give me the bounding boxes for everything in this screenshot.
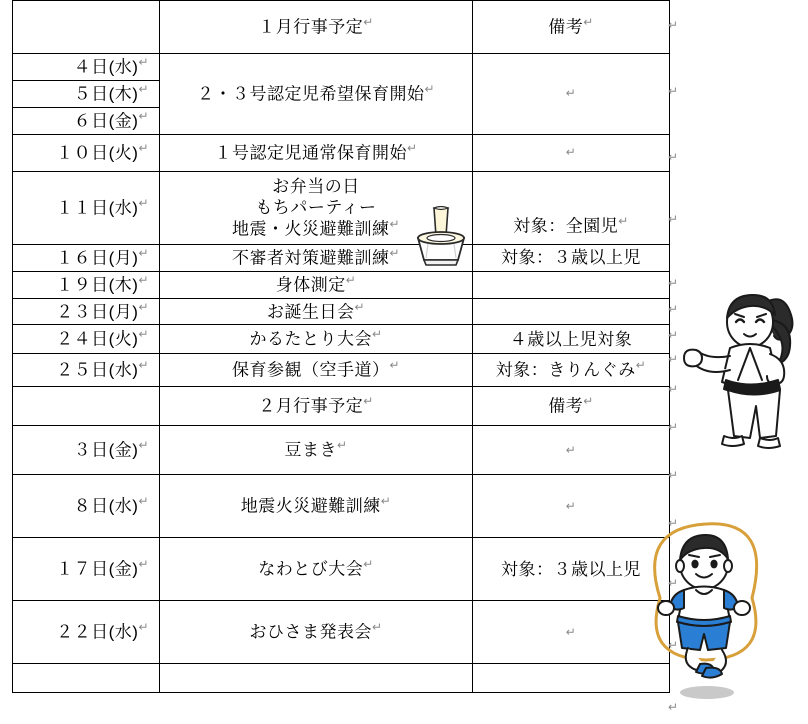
event-label: お弁当の日 — [272, 176, 360, 196]
note-label: ４歳以上児対象 — [509, 329, 633, 349]
pilcrow-mark: ↵ — [138, 272, 149, 287]
pilcrow-mark: ↵ — [138, 438, 149, 453]
pilcrow-mark: ↵ — [138, 327, 149, 342]
pilcrow-mark: ↵ — [138, 55, 149, 69]
note-cell — [473, 134, 670, 171]
pilcrow-mark: ↵ — [363, 15, 374, 30]
pilcrow-mark: ↵ — [138, 81, 149, 96]
pilcrow-mark: ↵ — [668, 700, 679, 714]
february-header-event-label: ２月行事予定 — [258, 397, 364, 417]
pilcrow-mark: ↵ — [668, 328, 679, 342]
event-cell — [160, 271, 473, 298]
pilcrow-mark: ↵ — [138, 195, 149, 210]
event-cell — [160, 601, 473, 664]
january-header-note-label: 備考 — [548, 17, 584, 37]
jump-rope-boy-icon — [636, 512, 776, 693]
pilcrow-mark: ↵ — [565, 86, 577, 101]
pilcrow-mark: ↵ — [138, 299, 149, 314]
event-label: 地震火災避難訓練 — [240, 497, 381, 517]
february-header-note-label: 備考 — [548, 397, 584, 417]
event-cell — [160, 475, 473, 538]
event-cell — [160, 325, 473, 354]
table-row — [13, 134, 670, 171]
pilcrow-mark: ↵ — [138, 494, 149, 509]
event-label: １号認定児通常保育開始 — [214, 143, 407, 163]
note-cell — [473, 325, 670, 354]
pilcrow-mark: ↵ — [336, 438, 348, 453]
event-label: もちパーティー — [255, 197, 377, 217]
date-label: ６日(金) — [73, 111, 139, 131]
pilcrow-mark: ↵ — [371, 620, 383, 635]
table-row — [13, 244, 670, 271]
pilcrow-mark: ↵ — [565, 498, 577, 513]
pilcrow-mark: ↵ — [668, 352, 679, 366]
date-cell — [13, 325, 160, 354]
date-label: ２５日(水) — [56, 361, 139, 381]
date-label: １９日(木) — [56, 275, 139, 295]
date-cell — [13, 664, 160, 693]
pilcrow-mark: ↵ — [389, 217, 401, 232]
mochi-pounding-mortar-icon — [404, 206, 474, 273]
table-row — [13, 426, 670, 475]
february-header-event-cell — [160, 387, 473, 426]
date-label: １６日(月) — [56, 248, 139, 268]
january-header-event-cell — [160, 1, 473, 54]
shadow-ellipse — [680, 686, 734, 699]
table-row — [13, 664, 670, 693]
pilcrow-mark: ↵ — [138, 620, 149, 635]
february-header-date-cell — [13, 387, 160, 426]
table-row — [13, 271, 670, 298]
event-label: なわとび大会 — [258, 560, 364, 580]
event-cell — [160, 538, 473, 601]
date-cell — [13, 538, 160, 601]
date-label: ３日(金) — [73, 441, 139, 461]
date-label: ８日(水) — [73, 497, 139, 517]
date-cell — [13, 54, 160, 81]
event-label: おひさま発表会 — [249, 623, 372, 643]
pilcrow-mark: ↵ — [354, 299, 366, 314]
event-label: かるたとり大会 — [249, 330, 372, 350]
note-cell — [473, 271, 670, 298]
event-cell — [160, 54, 473, 135]
event-label: ２・３号認定児希望保育開始 — [196, 84, 425, 104]
date-cell — [13, 107, 160, 134]
event-cell — [160, 134, 473, 171]
pilcrow-mark: ↵ — [668, 576, 679, 590]
event-label: 豆まき — [284, 441, 337, 461]
date-label: １１日(水) — [56, 198, 139, 218]
date-label: ２２日(水) — [56, 623, 139, 643]
pilcrow-mark: ↵ — [138, 108, 149, 123]
pilcrow-mark: ↵ — [406, 140, 418, 155]
date-cell — [13, 134, 160, 171]
event-label: 地震・火災避難訓練 — [231, 219, 390, 239]
event-label: 身体測定 — [275, 275, 346, 295]
pilcrow-mark: ↵ — [618, 213, 629, 228]
pilcrow-mark: ↵ — [668, 516, 679, 530]
pilcrow-mark: ↵ — [389, 245, 401, 260]
pilcrow-mark: ↵ — [668, 150, 679, 164]
table-row — [13, 325, 670, 354]
note-label: 対象：３歳以上児 — [501, 559, 641, 579]
schedule-tables — [12, 0, 666, 693]
note-label: 対象：全園児 — [513, 216, 619, 236]
date-cell — [13, 271, 160, 298]
pilcrow-mark: ↵ — [668, 212, 679, 226]
pilcrow-mark: ↵ — [138, 557, 149, 572]
pilcrow-mark: ↵ — [583, 394, 594, 409]
pilcrow-mark: ↵ — [363, 394, 374, 409]
event-cell — [160, 298, 473, 325]
january-header-note-cell — [473, 1, 670, 54]
note-cell — [473, 298, 670, 325]
february-header-row — [13, 387, 670, 426]
note-cell — [473, 54, 670, 135]
date-label — [13, 676, 159, 680]
note-cell — [473, 171, 670, 244]
january-schedule-table — [12, 0, 670, 693]
pilcrow-mark: ↵ — [635, 358, 647, 373]
february-header-note-cell — [473, 387, 670, 426]
date-cell — [13, 426, 160, 475]
pilcrow-mark: ↵ — [668, 420, 679, 434]
table-row — [13, 538, 670, 601]
note-label: 対象：３歳以上児 — [501, 248, 641, 268]
pilcrow-mark: ↵ — [565, 442, 577, 457]
date-cell — [13, 475, 160, 538]
table-row — [13, 601, 670, 664]
date-label: ５日(木) — [73, 84, 139, 104]
date-cell — [13, 80, 160, 107]
note-label: 対象：きりんぐみ — [495, 361, 636, 381]
event-label: 保育参観（空手道） — [231, 361, 390, 381]
pilcrow-mark: ↵ — [138, 358, 149, 373]
table-row — [13, 171, 670, 244]
pilcrow-mark: ↵ — [668, 468, 679, 482]
pilcrow-mark: ↵ — [668, 382, 679, 396]
table-row — [13, 298, 670, 325]
pilcrow-mark: ↵ — [668, 84, 679, 98]
pilcrow-mark: ↵ — [668, 302, 679, 316]
pilcrow-mark: ↵ — [565, 624, 577, 639]
date-label: ４日(水) — [73, 57, 139, 77]
january-header-date-cell — [13, 1, 160, 54]
date-cell — [13, 601, 160, 664]
date-label: １７日(金) — [56, 560, 139, 580]
table-row — [13, 475, 670, 538]
pilcrow-mark: ↵ — [565, 145, 577, 160]
event-label: 不審者対策避難訓練 — [231, 248, 390, 268]
pilcrow-mark: ↵ — [363, 557, 374, 572]
january-header-date-label — [13, 25, 159, 29]
karate-girl-icon — [672, 286, 798, 467]
event-cell — [160, 354, 473, 387]
note-cell — [473, 354, 670, 387]
table-row — [13, 54, 670, 81]
pilcrow-mark: ↵ — [424, 81, 436, 96]
january-header-event-label: １月行事予定 — [258, 17, 364, 37]
date-cell — [13, 171, 160, 244]
january-header-row — [13, 1, 670, 54]
pilcrow-mark: ↵ — [345, 272, 357, 287]
date-label: １０日(火) — [56, 143, 139, 163]
february-header-date-label — [13, 404, 159, 408]
pilcrow-mark: ↵ — [389, 358, 401, 373]
pilcrow-mark: ↵ — [583, 15, 594, 30]
pilcrow-mark: ↵ — [668, 18, 679, 32]
event-label: お誕生日会 — [266, 302, 355, 322]
note-cell — [473, 244, 670, 271]
table-row — [13, 354, 670, 387]
date-cell — [13, 354, 160, 387]
event-label — [160, 676, 472, 680]
date-cell — [13, 298, 160, 325]
pilcrow-mark: ↵ — [138, 140, 149, 155]
event-cell — [160, 426, 473, 475]
pilcrow-mark: ↵ — [668, 638, 679, 652]
event-cell — [160, 664, 473, 693]
date-label: ２３日(月) — [56, 302, 139, 322]
pilcrow-mark: ↵ — [668, 276, 679, 290]
pilcrow-mark: ↵ — [380, 494, 392, 509]
note-cell — [473, 426, 670, 475]
date-label: ２４日(火) — [56, 330, 139, 350]
pilcrow-mark: ↵ — [371, 327, 383, 342]
pilcrow-mark: ↵ — [138, 245, 149, 260]
date-cell — [13, 244, 160, 271]
